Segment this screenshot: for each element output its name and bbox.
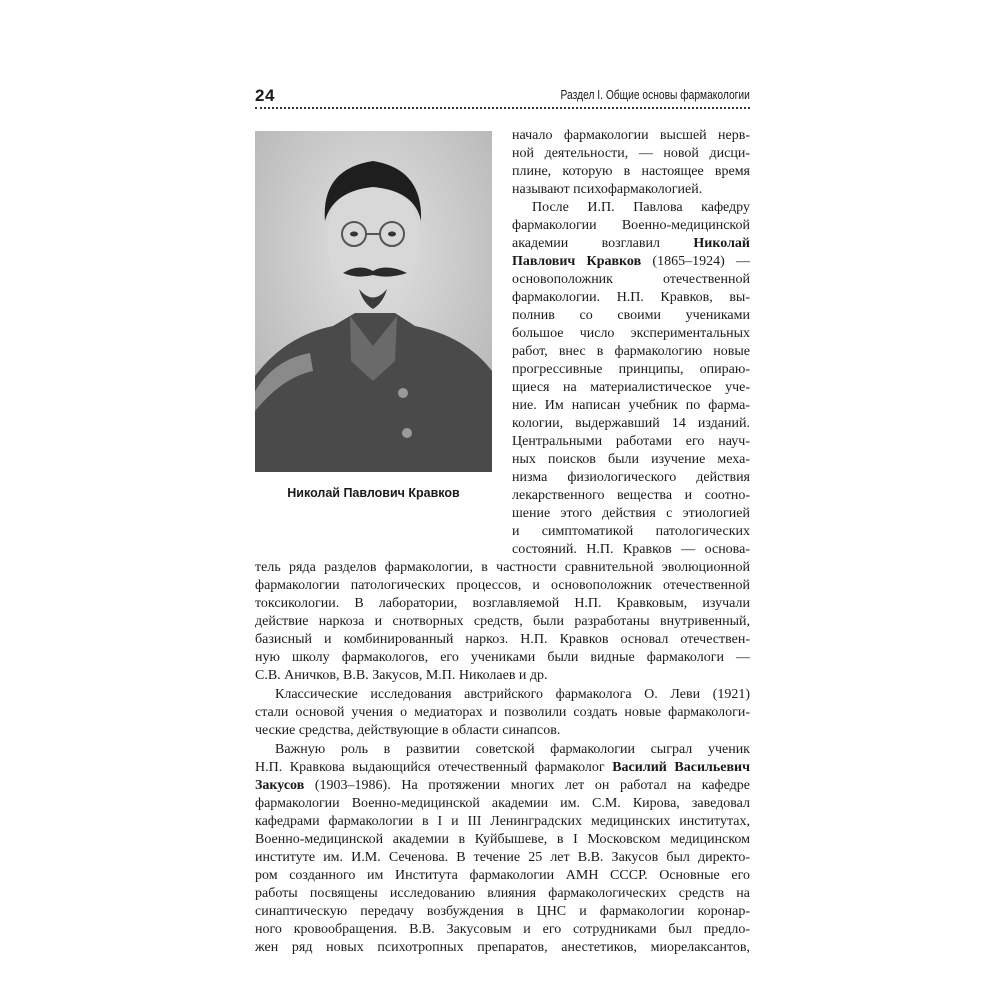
text-line: фармакологии патологических процессов, и основоположник отечественной [255, 578, 750, 593]
text-line: Военно-медицинской академии в Куйбышеве, в I Московском медицинском [255, 832, 750, 847]
text-line: Центральными работами его науч- [512, 434, 750, 449]
text-line: стали основой учения о медиаторах и позволили создать новые фармакологи- [255, 705, 750, 720]
text-line: Н.П. Кравкова выдающийся отечественный фармаколог Василий Васильевич [255, 760, 751, 775]
text-line: ром созданного им Института фармакологии АМН СССР. Основные его [255, 868, 750, 883]
portrait-photo [255, 131, 492, 472]
text-line: институте им. И.М. Сеченова. В течение 25 лет В.В. Закусов был директо- [255, 850, 750, 865]
text-line: работы посвящены исследованию влияния фармакологических средств на [255, 886, 750, 901]
bold-name: Закусов [255, 778, 305, 793]
bold-name: Николай [693, 236, 750, 251]
text-line: плине, которую в настоящее время [512, 164, 750, 179]
text-line: базисный и комбинированный наркоз. Н.П. Кравков основал отечествен- [255, 632, 750, 647]
text-line: низма физиологического действия [512, 470, 750, 485]
text-line: прогрессивные принципы, опираю- [512, 362, 750, 377]
text-line: кологии, выдержавший 14 изданий. [512, 416, 750, 431]
text-line: ческие средства, действующие в области синапсов. [255, 723, 561, 738]
text-line: фармакологии. Н.П. Кравков, вы- [512, 290, 750, 305]
text-line: кафедрами фармакологии в I и III Ленинградских медицинских институтах, [255, 814, 750, 829]
text-line: шение этого действия с этиологией [512, 506, 750, 521]
text-line: жен ряд новых психотропных препаратов, анестетиков, миорелаксантов, [255, 940, 750, 955]
figure-caption: Николай Павлович Кравков [287, 486, 460, 500]
text-line: Классические исследования австрийского фармаколога О. Леви (1921) [275, 687, 750, 702]
text-line: фармакологии Военно-медицинской академии им. С.М. Кирова, заведовал [255, 796, 750, 811]
portrait-figure [255, 131, 492, 500]
text-line: щиеся на материалистическое уче- [512, 380, 750, 395]
book-page [255, 80, 751, 955]
text-line: лекарственного вещества и соотно- [512, 488, 750, 503]
running-head: Раздел I. Общие основы фармакологии [560, 88, 750, 102]
text-line: ную школу фармакологов, его учениками были видные фармакологи — [255, 650, 750, 665]
header-dotted-rule [255, 107, 750, 109]
text-line: ных поисков были изучение меха- [512, 452, 750, 467]
text-line: ного кровообращения. В.В. Закусовым и его сотрудниками был предло- [255, 922, 750, 937]
bold-name: Василий Васильевич [612, 760, 751, 775]
text-line: ние. Им написан учебник по фарма- [512, 398, 750, 413]
page-number: 24 [255, 86, 275, 105]
text-line: Закусов (1903–1986). На протяжении многих лет он работал на кафедре [255, 778, 750, 793]
text-line: синаптическую передачу возбуждения в ЦНС и фармакологии коронар- [255, 904, 750, 919]
text-line: называют психофармакологией. [512, 182, 703, 197]
text-line: полнив со своими учениками [512, 308, 750, 323]
text-line: токсикологии. В лаборатории, возглавляемой Н.П. Кравковым, изучали [255, 596, 750, 611]
text-line: тель ряда разделов фармакологии, в частности сравнительной эволюционной [255, 560, 750, 575]
text-line: С.В. Аничков, В.В. Закусов, М.П. Николаев и др. [255, 668, 548, 683]
text-line: состояний. Н.П. Кравков — основа- [512, 542, 750, 557]
text-line: действие наркоза и снотворных средств, были разработаны внутривенный, [255, 614, 750, 629]
text-line: Павлович Кравков (1865–1924) — [512, 254, 751, 269]
bold-name: Павлович Кравков [512, 254, 642, 269]
text-line: основоположник отечественной [512, 272, 750, 287]
text-line: Важную роль в развитии советской фармакологии сыграл ученик [275, 742, 750, 757]
text-line: большое число экспериментальных [512, 326, 750, 341]
text-line: фармакологии Военно-медицинской [512, 218, 750, 233]
text-line: После И.П. Павлова кафедру [532, 200, 750, 215]
text-line: академии возглавил Николай [512, 236, 750, 251]
text-line: начало фармакологии высшей нерв- [512, 128, 750, 143]
text-line: и симптоматикой патологических [512, 524, 750, 539]
text-line: ной деятельности, — новой дисци- [512, 146, 750, 161]
text-line: работ, внес в фармакологию новые [512, 344, 750, 359]
page-header [255, 80, 750, 104]
